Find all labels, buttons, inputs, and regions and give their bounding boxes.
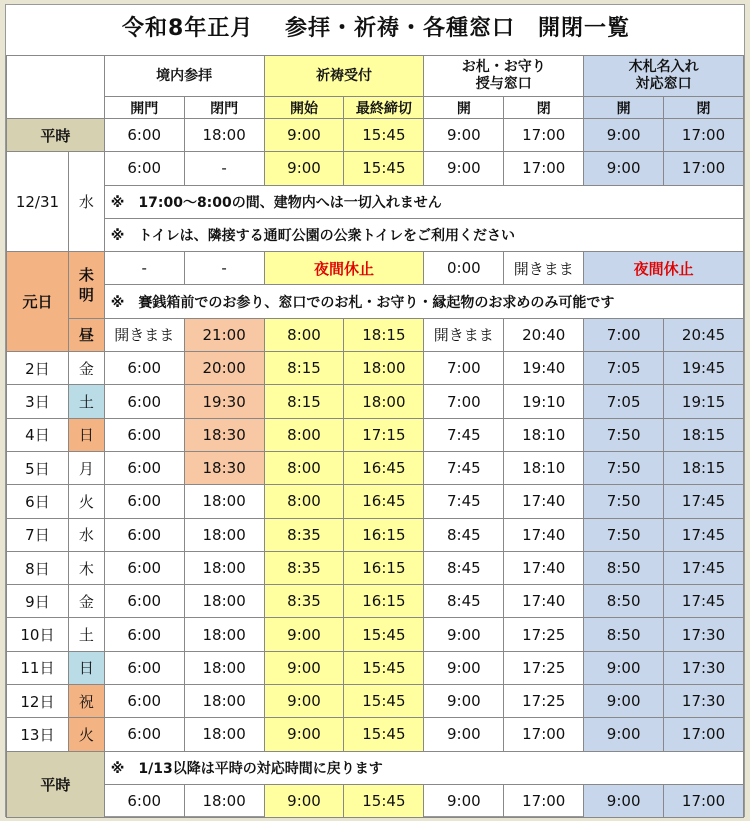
time-cell: 18:15 — [664, 418, 744, 451]
weekday-cell: 月 — [68, 451, 104, 484]
time-cell: 17:30 — [664, 618, 744, 651]
table-row — [7, 218, 744, 251]
date-cell: 7日 — [7, 518, 69, 551]
date-cell: 13日 — [7, 718, 69, 751]
time-cell: 8:00 — [264, 485, 344, 518]
time-cell: 16:15 — [344, 518, 424, 551]
time-cell: 9:00 — [264, 784, 344, 817]
header-kitou: 祈祷受付 — [264, 56, 424, 97]
time-cell: 17:00 — [664, 718, 744, 751]
header-close: 閉 — [504, 97, 584, 119]
closed-cell: 夜間休止 — [264, 252, 424, 285]
weekday-cell: 金 — [68, 352, 104, 385]
time-cell: 7:05 — [584, 385, 664, 418]
time-cell: 6:00 — [104, 685, 184, 718]
time-cell: 17:25 — [504, 618, 584, 651]
note-cell: ※ 賽銭箱前でのお参り、窓口でのお札・お守り・縁起物のお求めのみ可能です — [104, 285, 743, 318]
time-cell: 9:00 — [584, 651, 664, 684]
time-cell: 15:45 — [344, 651, 424, 684]
page-title: 令和8年正月 参拝・祈祷・各種窓口 開閉一覧 — [122, 16, 630, 41]
heiji-label: 平時 — [7, 119, 105, 152]
weekday-cell: 日 — [68, 651, 104, 684]
time-cell: 15:45 — [344, 152, 424, 185]
header-close: 閉 — [664, 97, 744, 119]
weekday-cell: 水 — [68, 152, 104, 252]
table-row — [7, 618, 744, 651]
time-cell: 7:45 — [424, 485, 504, 518]
time-cell: 9:00 — [424, 685, 504, 718]
time-cell: 16:45 — [344, 451, 424, 484]
heiji-label: 平時 — [7, 751, 105, 818]
time-cell: 18:15 — [664, 451, 744, 484]
date-cell: 10日 — [7, 618, 69, 651]
table-row — [7, 119, 744, 152]
time-cell: 17:00 — [664, 119, 744, 152]
table-row — [7, 352, 744, 385]
table-row — [7, 751, 744, 784]
time-cell: 6:00 — [104, 352, 184, 385]
header-keidai: 境内参拝 — [104, 56, 264, 97]
time-cell: 8:35 — [264, 518, 344, 551]
time-cell: 18:00 — [184, 119, 264, 152]
time-cell: - — [184, 152, 264, 185]
table-row — [7, 451, 744, 484]
time-cell: 20:45 — [664, 318, 744, 351]
time-cell: 17:45 — [664, 551, 744, 584]
time-cell: 9:00 — [424, 119, 504, 152]
time-cell: 18:10 — [504, 418, 584, 451]
note-cell: ※ 1/13以降は平時の対応時間に戻ります — [104, 751, 743, 784]
time-cell: 8:45 — [424, 518, 504, 551]
header-open: 開 — [584, 97, 664, 119]
header-last: 最終締切 — [344, 97, 424, 119]
time-cell: 7:45 — [424, 418, 504, 451]
schedule-table — [6, 55, 744, 818]
table-row — [7, 718, 744, 751]
time-cell: 18:00 — [184, 651, 264, 684]
time-cell: 17:15 — [344, 418, 424, 451]
time-cell: 18:00 — [344, 385, 424, 418]
date-cell: 2日 — [7, 352, 69, 385]
time-cell: 18:00 — [184, 784, 264, 817]
time-cell: 17:00 — [664, 152, 744, 185]
time-cell: 18:00 — [184, 585, 264, 618]
time-cell: 17:00 — [664, 784, 744, 817]
time-cell: 20:40 — [504, 318, 584, 351]
table-row — [7, 285, 744, 318]
time-cell: 9:00 — [264, 119, 344, 152]
time-cell: 7:50 — [584, 518, 664, 551]
corner-cell — [7, 56, 105, 119]
time-cell: 17:25 — [504, 651, 584, 684]
date-cell: 5日 — [7, 451, 69, 484]
table-row — [7, 318, 744, 351]
time-cell: 7:00 — [424, 352, 504, 385]
header-open-gate: 開門 — [104, 97, 184, 119]
date-cell: 8日 — [7, 551, 69, 584]
mimei-label: 未 明 — [68, 252, 104, 319]
time-cell: 7:50 — [584, 418, 664, 451]
time-cell: 18:00 — [184, 485, 264, 518]
time-cell: 8:45 — [424, 585, 504, 618]
table-row — [7, 152, 744, 185]
time-cell: 19:15 — [664, 385, 744, 418]
time-cell: 18:30 — [184, 418, 264, 451]
time-cell: 9:00 — [584, 119, 664, 152]
time-cell: 8:15 — [264, 385, 344, 418]
hiru-label: 昼 — [68, 318, 104, 351]
time-cell: 17:40 — [504, 551, 584, 584]
time-cell: 8:00 — [264, 418, 344, 451]
time-cell: 18:00 — [344, 352, 424, 385]
time-cell: 6:00 — [104, 618, 184, 651]
time-cell: 15:45 — [344, 718, 424, 751]
time-cell: 6:00 — [104, 385, 184, 418]
weekday-cell: 金 — [68, 585, 104, 618]
time-cell: 18:00 — [184, 551, 264, 584]
time-cell: 17:00 — [504, 718, 584, 751]
table-row — [7, 585, 744, 618]
header-kifuda: 木札名入れ 対応窓口 — [584, 56, 744, 97]
weekday-cell: 土 — [68, 618, 104, 651]
time-cell: 16:15 — [344, 551, 424, 584]
time-cell: 6:00 — [104, 784, 184, 817]
time-cell: 8:15 — [264, 352, 344, 385]
table-row — [7, 252, 744, 285]
header-close-gate: 閉門 — [184, 97, 264, 119]
time-cell: 8:35 — [264, 585, 344, 618]
time-cell: 17:00 — [504, 119, 584, 152]
time-cell: 19:45 — [664, 352, 744, 385]
time-cell: 9:00 — [584, 685, 664, 718]
weekday-cell: 木 — [68, 551, 104, 584]
ganjitsu-label: 元日 — [7, 252, 69, 352]
time-cell: 18:30 — [184, 451, 264, 484]
date-cell: 12/31 — [7, 152, 69, 252]
table-row — [7, 551, 744, 584]
time-cell: 16:45 — [344, 485, 424, 518]
time-cell: 6:00 — [104, 485, 184, 518]
table-row — [7, 685, 744, 718]
time-cell: 17:40 — [504, 585, 584, 618]
table-row — [7, 651, 744, 684]
time-cell: 19:10 — [504, 385, 584, 418]
table-row — [7, 97, 744, 119]
time-cell: 7:00 — [584, 318, 664, 351]
time-cell: 8:50 — [584, 618, 664, 651]
time-cell: 15:45 — [344, 119, 424, 152]
time-cell: 15:45 — [344, 685, 424, 718]
time-cell: 8:00 — [264, 318, 344, 351]
time-cell: 9:00 — [424, 784, 504, 817]
table-row — [7, 418, 744, 451]
schedule-frame — [5, 4, 745, 817]
time-cell: 17:45 — [664, 518, 744, 551]
time-cell: 6:00 — [104, 152, 184, 185]
date-cell: 11日 — [7, 651, 69, 684]
time-cell: 7:05 — [584, 352, 664, 385]
time-cell: 8:00 — [264, 451, 344, 484]
header-start: 開始 — [264, 97, 344, 119]
time-cell: 19:30 — [184, 385, 264, 418]
time-cell: 9:00 — [584, 718, 664, 751]
time-cell: - — [104, 252, 184, 285]
time-cell: 6:00 — [104, 418, 184, 451]
time-cell: 21:00 — [184, 318, 264, 351]
time-cell: 18:10 — [504, 451, 584, 484]
time-cell: 17:25 — [504, 685, 584, 718]
time-cell: 7:45 — [424, 451, 504, 484]
time-cell: 9:00 — [424, 152, 504, 185]
time-cell: 17:45 — [664, 485, 744, 518]
time-cell: 17:00 — [504, 152, 584, 185]
weekday-cell: 土 — [68, 385, 104, 418]
time-cell: 7:50 — [584, 451, 664, 484]
closed-cell: 夜間休止 — [584, 252, 744, 285]
table-row — [7, 385, 744, 418]
date-cell: 6日 — [7, 485, 69, 518]
time-cell: 9:00 — [264, 152, 344, 185]
time-cell: 9:00 — [424, 618, 504, 651]
time-cell: 17:30 — [664, 685, 744, 718]
date-cell: 3日 — [7, 385, 69, 418]
weekday-cell: 火 — [68, 718, 104, 751]
time-cell: 17:45 — [664, 585, 744, 618]
time-cell: 0:00 — [424, 252, 504, 285]
weekday-cell: 火 — [68, 485, 104, 518]
time-cell: 17:30 — [664, 651, 744, 684]
time-cell: 6:00 — [104, 651, 184, 684]
time-cell: 8:50 — [584, 551, 664, 584]
time-cell: 開きまま — [504, 252, 584, 285]
time-cell: 19:40 — [504, 352, 584, 385]
note-cell: ※ 17:00～8:00の間、建物内へは一切入れません — [104, 185, 743, 218]
time-cell: 7:50 — [584, 485, 664, 518]
time-cell: 9:00 — [264, 718, 344, 751]
time-cell: 20:00 — [184, 352, 264, 385]
time-cell: 7:00 — [424, 385, 504, 418]
time-cell: 9:00 — [264, 651, 344, 684]
time-cell: 16:15 — [344, 585, 424, 618]
time-cell: 17:40 — [504, 485, 584, 518]
time-cell: 開きまま — [104, 318, 184, 351]
table-row — [7, 485, 744, 518]
table-row — [7, 185, 744, 218]
time-cell: 18:00 — [184, 518, 264, 551]
time-cell: 9:00 — [584, 784, 664, 817]
header-ofuda: お札・お守り 授与窓口 — [424, 56, 584, 97]
weekday-cell: 水 — [68, 518, 104, 551]
time-cell: 18:15 — [344, 318, 424, 351]
time-cell: 15:45 — [344, 784, 424, 817]
header-open: 開 — [424, 97, 504, 119]
time-cell: 18:00 — [184, 685, 264, 718]
time-cell: 9:00 — [584, 152, 664, 185]
time-cell: 6:00 — [104, 518, 184, 551]
time-cell: 9:00 — [264, 685, 344, 718]
time-cell: 9:00 — [264, 618, 344, 651]
weekday-cell: 日 — [68, 418, 104, 451]
time-cell: 15:45 — [344, 618, 424, 651]
time-cell: 18:00 — [184, 718, 264, 751]
table-row — [7, 518, 744, 551]
time-cell: 6:00 — [104, 451, 184, 484]
time-cell: - — [184, 252, 264, 285]
date-cell: 9日 — [7, 585, 69, 618]
time-cell: 6:00 — [104, 585, 184, 618]
time-cell: 6:00 — [104, 551, 184, 584]
time-cell: 6:00 — [104, 718, 184, 751]
time-cell: 17:40 — [504, 518, 584, 551]
note-cell: ※ トイレは、隣接する通町公園の公衆トイレをご利用ください — [104, 218, 743, 251]
table-row — [7, 56, 744, 97]
table-row — [7, 784, 744, 817]
time-cell: 9:00 — [424, 651, 504, 684]
weekday-cell: 祝 — [68, 685, 104, 718]
time-cell: 18:00 — [184, 618, 264, 651]
date-cell: 12日 — [7, 685, 69, 718]
date-cell: 4日 — [7, 418, 69, 451]
time-cell: 8:45 — [424, 551, 504, 584]
time-cell: 17:00 — [504, 784, 584, 817]
time-cell: 8:35 — [264, 551, 344, 584]
time-cell: 8:50 — [584, 585, 664, 618]
time-cell: 9:00 — [424, 718, 504, 751]
time-cell: 開きまま — [424, 318, 504, 351]
time-cell: 6:00 — [104, 119, 184, 152]
